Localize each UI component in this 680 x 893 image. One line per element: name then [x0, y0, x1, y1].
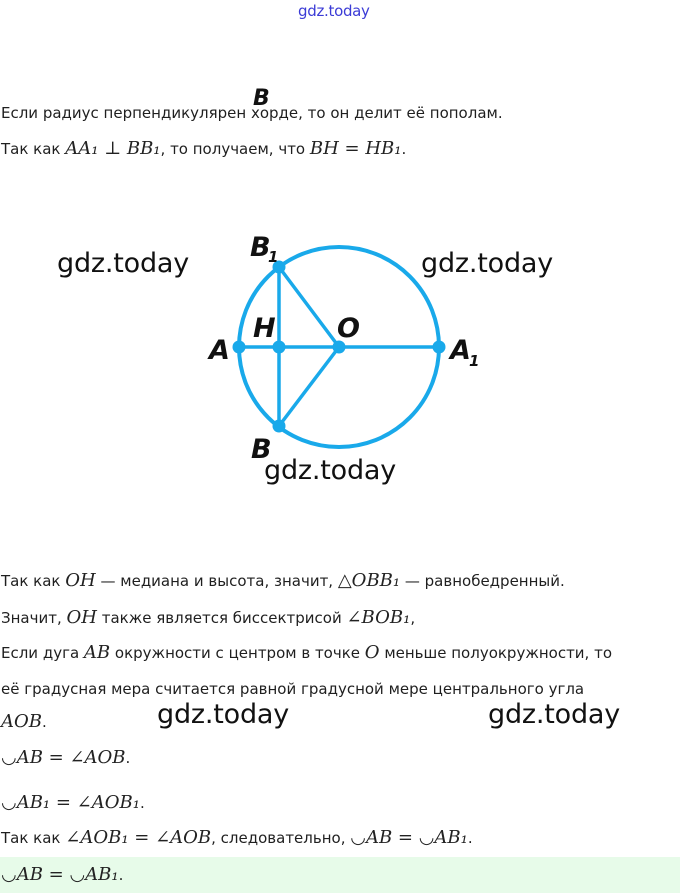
- text-line-perpendicular: Так как AA₁ ⊥ BB₁, то получаем, что BH = HB₁.: [1, 138, 407, 159]
- label-B1: B: [250, 232, 271, 263]
- watermark: gdz.today: [421, 248, 554, 279]
- label-H: H: [253, 313, 276, 344]
- segment-OB: [279, 347, 339, 426]
- watermark: gdz.today: [264, 455, 397, 486]
- answer-line: ◡AB = ◡AB₁.: [1, 864, 124, 885]
- text-line-aob: AOB.: [1, 711, 47, 732]
- label-A1-sub: 1: [469, 352, 480, 370]
- segment-OB1: [279, 267, 339, 347]
- label-A: A: [209, 335, 230, 366]
- text-line-consequence: Так как ∠AOB₁ = ∠AOB, следовательно, ◡AB = ◡AB₁.: [1, 827, 473, 848]
- text-line-arc-ab: ◡AB = ∠AOB.: [1, 747, 131, 768]
- point-A: [233, 341, 246, 354]
- text-line-median: Так как OH — медиана и высота, значит, △OBB₁ — равнобедренный.: [1, 570, 565, 591]
- point-B: [273, 420, 286, 433]
- watermark: gdz.today: [488, 699, 621, 730]
- label-B1-sub: 1: [268, 248, 279, 266]
- text-line-bisector: Значит, OH также является биссектрисой ∠BOB₁,: [1, 607, 416, 628]
- watermark-top: gdz.today: [298, 2, 370, 20]
- label-A1: A: [450, 335, 471, 366]
- point-A1: [433, 341, 446, 354]
- clipped-letter: B: [253, 86, 270, 111]
- text-line-radius-rule: Если радиус перпендикулярен хорде, то он делит её пополам.: [1, 104, 503, 122]
- label-O: O: [337, 313, 360, 344]
- watermark: gdz.today: [57, 248, 190, 279]
- label-B: B: [251, 434, 272, 465]
- text-line-degree-measure: её градусная мера считается равной градусной мере центрального угла: [1, 680, 585, 698]
- text-line-arc-ab1: ◡AB₁ = ∠AOB₁.: [1, 792, 145, 813]
- text-line-arc: Если дуга AB окружности с центром в точке O меньше полуокружности, то: [1, 642, 613, 663]
- watermark: gdz.today: [157, 699, 290, 730]
